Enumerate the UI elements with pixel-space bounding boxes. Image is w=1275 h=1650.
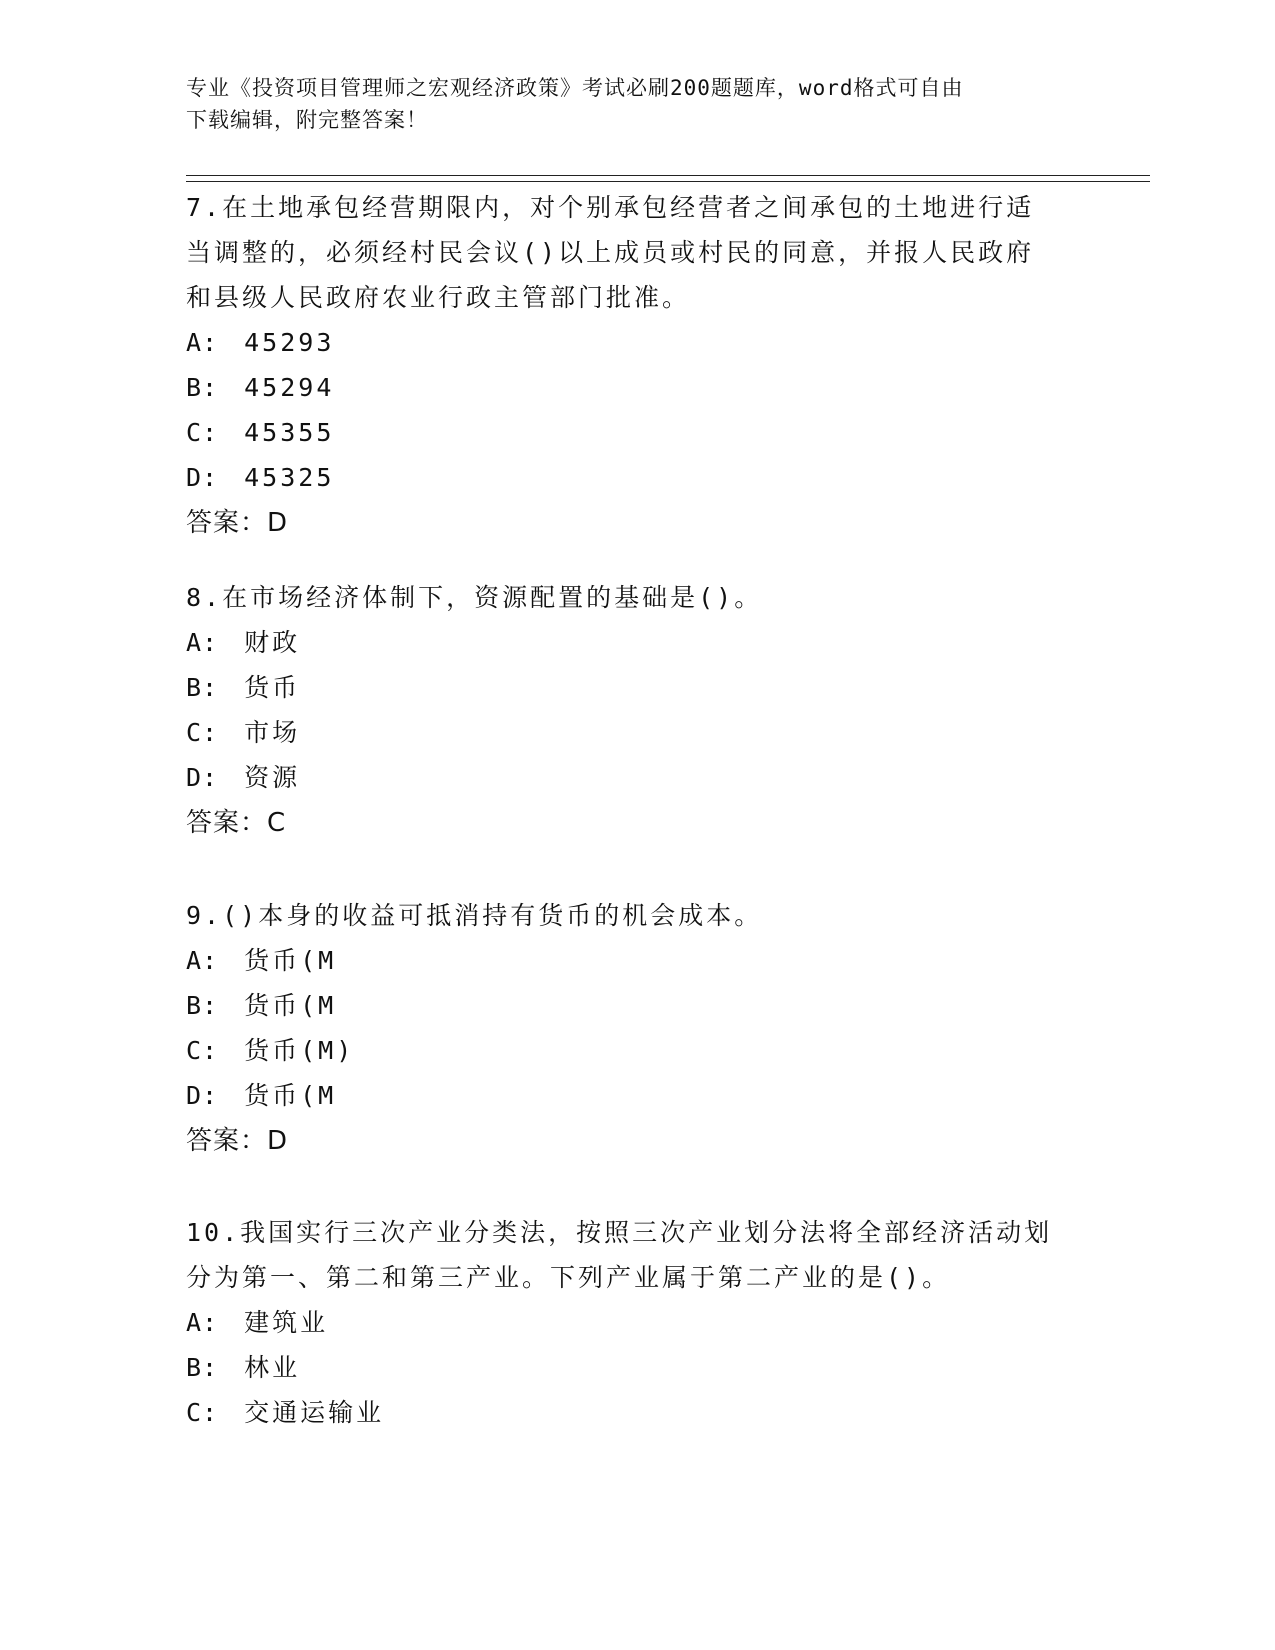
header-line-2: 下载编辑，附完整答案！ xyxy=(186,108,428,132)
option-value: 交通运输业 xyxy=(244,1398,385,1427)
option-key: C: xyxy=(186,1398,219,1427)
option-c xyxy=(186,710,1086,755)
answer-label: 答案：C xyxy=(186,808,287,838)
option-a xyxy=(186,938,1086,983)
option-value: 货币(M) xyxy=(244,1036,355,1065)
option-d xyxy=(186,755,1086,800)
option-value: 建筑业 xyxy=(244,1308,329,1337)
option-value: 45293 xyxy=(244,328,335,357)
header-divider-bottom xyxy=(186,181,1150,182)
option-key: D: xyxy=(186,1081,219,1110)
header-divider-top xyxy=(186,175,1150,176)
option-a xyxy=(186,1300,1086,1345)
question-text-line: 9.()本身的收益可抵消持有货币的机会成本。 xyxy=(186,901,763,930)
option-value: 林业 xyxy=(244,1353,301,1382)
question-text-line: 当调整的，必须经村民会议()以上成员或村民的同意，并报人民政府 xyxy=(186,238,1035,267)
option-key: D: xyxy=(186,463,219,492)
option-key: C: xyxy=(186,718,219,747)
document-header xyxy=(186,72,1066,136)
option-c xyxy=(186,1390,1086,1435)
option-key: B: xyxy=(186,373,219,402)
option-key: B: xyxy=(186,1353,219,1382)
option-b xyxy=(186,1345,1086,1390)
option-b xyxy=(186,365,1086,410)
option-key: A: xyxy=(186,946,219,975)
option-value: 资源 xyxy=(244,763,301,792)
option-key: C: xyxy=(186,418,219,447)
option-key: A: xyxy=(186,1308,219,1337)
option-b xyxy=(186,665,1086,710)
header-line-1: 专业《投资项目管理师之宏观经济政策》考试必刷200题题库，word格式可自由 xyxy=(186,76,964,100)
option-c xyxy=(186,410,1086,455)
question-text-line: 10.我国实行三次产业分类法，按照三次产业划分法将全部经济活动划 xyxy=(186,1218,1053,1247)
question-text-line: 分为第一、第二和第三产业。下列产业属于第二产业的是()。 xyxy=(186,1263,951,1292)
option-c xyxy=(186,1028,1086,1073)
option-value: 财政 xyxy=(244,628,301,657)
option-key: D: xyxy=(186,763,219,792)
option-b xyxy=(186,983,1086,1028)
option-value: 货币(M xyxy=(244,946,337,975)
question-7 xyxy=(186,185,1086,546)
question-10 xyxy=(186,1210,1086,1435)
option-key: B: xyxy=(186,673,219,702)
option-d xyxy=(186,455,1086,500)
answer-label: 答案：D xyxy=(186,508,289,538)
question-text-line: 8.在市场经济体制下，资源配置的基础是()。 xyxy=(186,583,763,612)
option-value: 货币(M xyxy=(244,991,337,1020)
option-key: B: xyxy=(186,991,219,1020)
question-9 xyxy=(186,893,1086,1164)
option-a xyxy=(186,320,1086,365)
option-key: A: xyxy=(186,628,219,657)
option-value: 45325 xyxy=(244,463,335,492)
question-text-line: 7.在土地承包经营期限内，对个别承包经营者之间承包的土地进行适 xyxy=(186,193,1035,222)
option-key: C: xyxy=(186,1036,219,1065)
option-a xyxy=(186,620,1086,665)
option-d xyxy=(186,1073,1086,1118)
option-key: A: xyxy=(186,328,219,357)
option-value: 货币(M xyxy=(244,1081,337,1110)
question-text-line: 和县级人民政府农业行政主管部门批准。 xyxy=(186,283,691,312)
option-value: 45294 xyxy=(244,373,335,402)
answer-label: 答案：D xyxy=(186,1126,289,1156)
option-value: 货币 xyxy=(244,673,301,702)
question-8 xyxy=(186,575,1086,846)
option-value: 市场 xyxy=(244,718,301,747)
option-value: 45355 xyxy=(244,418,335,447)
